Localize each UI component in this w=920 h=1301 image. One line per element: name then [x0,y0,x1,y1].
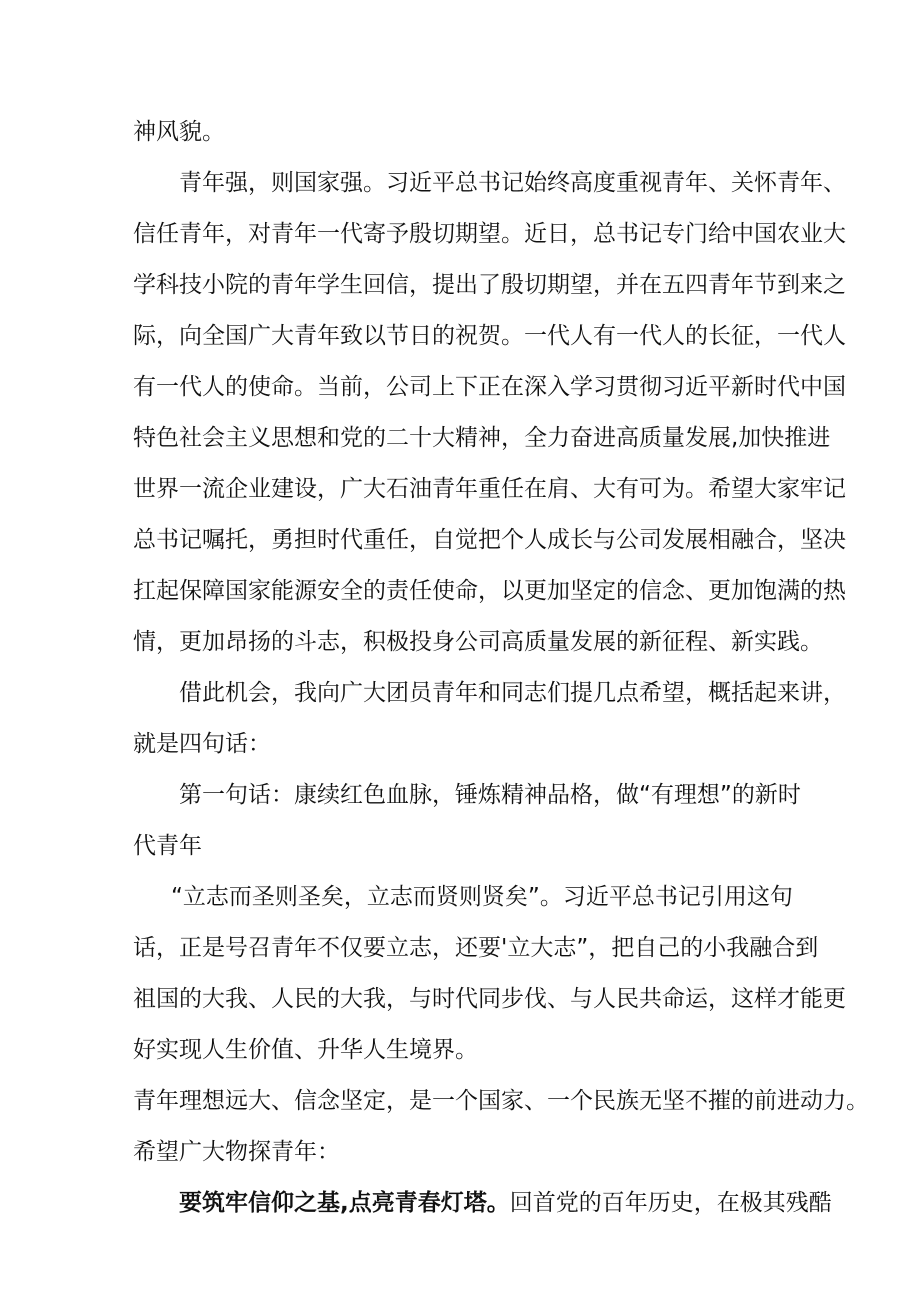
text-line: 就是四句话： [133,731,271,757]
text-line: 信任青年，对青年一代寄予殷切期望。近日，总书记专门给中国农业大 [133,221,846,247]
text-line: 世界一流企业建设，广大石油青年重任在肩、大有可为。希望大家牢记 [133,476,846,502]
text-line: 特色社会主义思想和党的二十大精神，全力奋进高质量发展,加快推进 [133,425,831,451]
text-line: 有一代人的使命。当前，公司上下正在深入学习贯彻习近平新时代中国 [133,374,846,400]
text-line: 青年强，则国家强。习近平总书记始终高度重视青年、关怀青年、 [179,170,846,196]
text-line: 际，向全国广大青年致以节日的祝贺。一代人有一代人的长征，一代人 [133,323,846,349]
text-line [179,1188,859,1218]
text-line: 祖国的大我、人民的大我，与时代同步伐、与人民共命运，这样才能更 [133,986,846,1012]
text-line: 借此机会，我向广大团员青年和同志们提几点希望，概括起来讲， [179,680,846,706]
text-line: 总书记嘱托，勇担时代重任，自觉把个人成长与公司发展相融合，坚决 [133,527,846,553]
text-line: 好实现人生价值、升华人生境界。 [133,1037,478,1063]
text-line: 代青年 [133,833,202,859]
text-line: 神风貌。 [133,119,225,145]
text-line: “立志而圣则圣矣，立志而贤则贤矣”。习近平总书记引用这句 [171,884,793,910]
text-line: 扛起保障国家能源安全的责任使命，以更加坚定的信念、更加饱满的热 [133,578,846,604]
text-line: 第一句话：康续红色血脉，锤炼精神品格，做“有理想”的新时 [179,782,801,808]
text-line: 学科技小院的青年学生回信，提出了殷切期望，并在五四青年节到来之 [133,272,846,298]
text-line: 话，正是号召青年不仅要立志，还要'立大志”，把自己的小我融合到 [133,935,819,961]
text-span: 回首党的百年历史，在极其残酷 [509,1190,832,1216]
bold-phrase: 要筑牢信仰之基,点亮青春灯塔。 [179,1190,510,1216]
text-line: 情，更加昂扬的斗志，积极投身公司高质量发展的新征程、新实践。 [133,629,823,655]
text-line: 青年理想远大、信念坚定，是一个国家、一个民族无坚不摧的前进动力。 [133,1088,869,1114]
text-line: 希望广大物探青年： [133,1139,340,1165]
